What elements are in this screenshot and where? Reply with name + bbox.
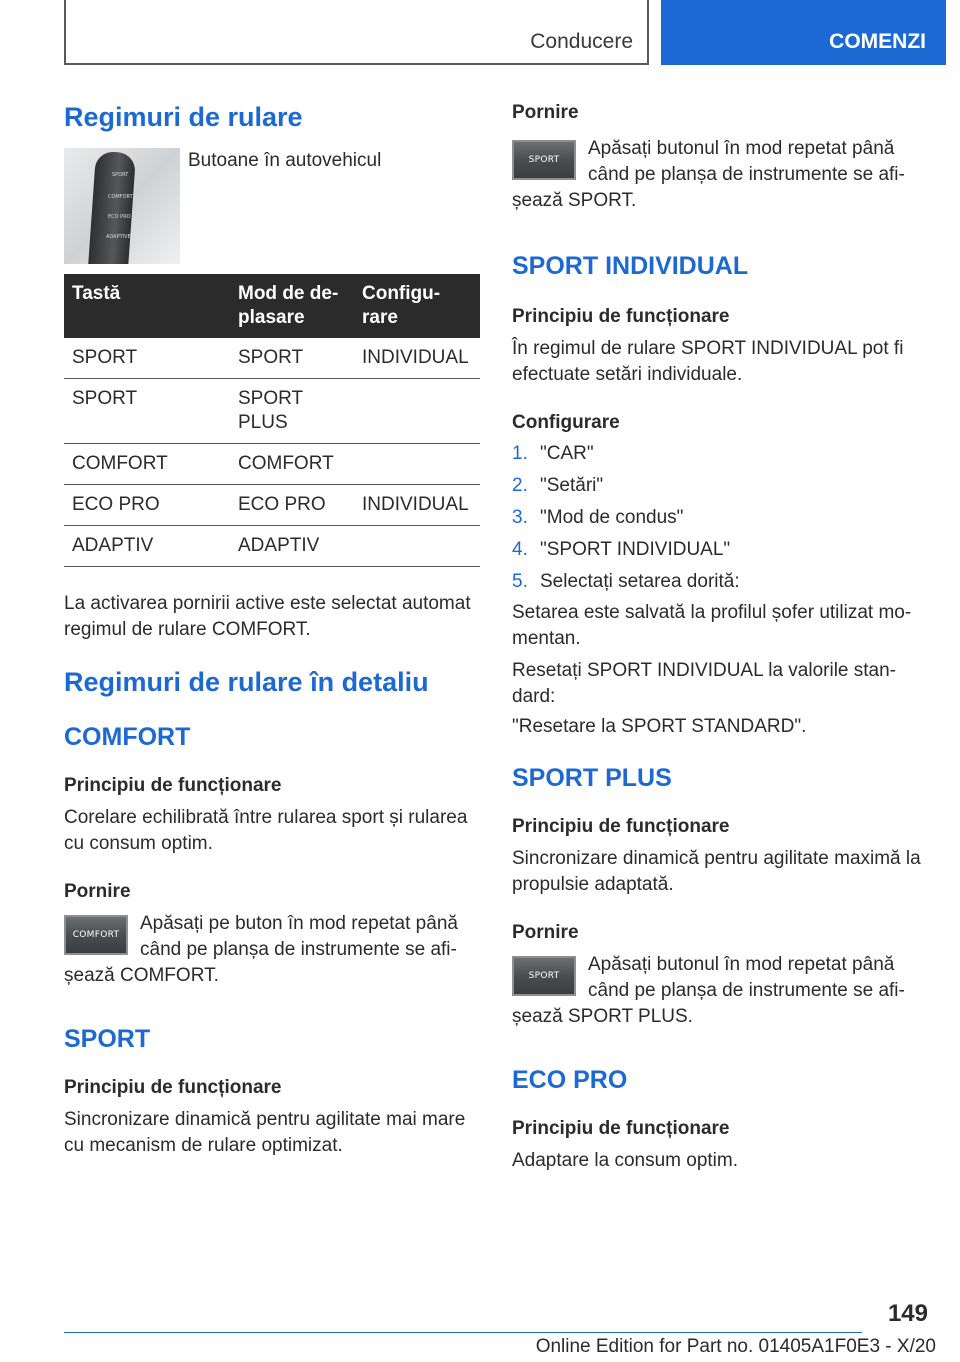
table-cell <box>354 526 480 567</box>
sport-button-label: SPORT <box>528 155 560 165</box>
list-item <box>512 438 932 470</box>
button-panel-graphic <box>88 151 136 264</box>
table-cell: INDIVIDUAL <box>354 485 480 526</box>
sport-start-block <box>512 136 932 214</box>
list-item <box>512 566 932 598</box>
eco-pro-title: ECO PRO <box>512 1066 628 1094</box>
table-cell: ADAPTIV <box>64 526 230 567</box>
step-number: 4. <box>512 539 528 560</box>
table-cell: ECO PRO <box>230 485 354 526</box>
table-cell: ECO PRO <box>64 485 230 526</box>
comfort-principle-text: Corelare echilibrată între rularea sport și rularea cu consum optim. <box>64 807 468 854</box>
sport-principle-heading: Principiu de funcționare <box>64 1077 282 1098</box>
list-item <box>512 534 932 566</box>
table-row <box>64 379 480 444</box>
table-row <box>64 526 480 567</box>
sport-plus-start-heading: Pornire <box>512 922 579 943</box>
chapter-tab-label: Conducere <box>530 30 633 53</box>
step-number: 3. <box>512 507 528 528</box>
sport-title: SPORT <box>64 1025 151 1053</box>
table-row <box>64 338 480 379</box>
edition-note: Online Edition for Part no. 01405A1F0E3 - X/20 <box>535 1336 936 1357</box>
car-buttons-photo <box>64 148 180 264</box>
footer-divider <box>64 1332 862 1333</box>
table-cell: ADAPTIV <box>230 526 354 567</box>
sport-individual-principle-text: În regimul de rulare SPORT INDIVIDUAL pot fi efectuate setări individuale. <box>512 338 904 385</box>
buttons-figure <box>64 148 480 264</box>
table-cell: INDIVIDUAL <box>354 338 480 379</box>
modes-table <box>64 274 480 567</box>
page-number: 149 <box>887 1300 928 1327</box>
section-tab[interactable] <box>661 0 946 65</box>
step-number: 2. <box>512 475 528 496</box>
eco-pro-principle-heading: Principiu de funcționare <box>512 1118 730 1139</box>
table-cell: COMFORT <box>64 444 230 485</box>
sport-plus-principle-heading: Principiu de funcționare <box>512 816 730 837</box>
comfort-principle-heading: Principiu de funcționare <box>64 775 282 796</box>
table-cell: COMFORT <box>230 444 354 485</box>
activation-text: La activarea pornirii active este selectat automat regimul de rulare COMFORT. <box>64 593 471 640</box>
page-title: Regimuri de rulare <box>64 102 303 132</box>
step-text: "SPORT INDIVIDUAL" <box>540 539 731 560</box>
header-key: Tastă <box>64 274 230 338</box>
comfort-start-text-end: șează COMFORT. <box>64 965 219 986</box>
table-row <box>64 485 480 526</box>
comfort-title: COMFORT <box>64 723 191 751</box>
table-cell: SPORT <box>64 379 230 444</box>
image-caption: Butoane în autovehicul <box>188 150 382 171</box>
section-tab-label: COMENZI <box>829 30 926 53</box>
table-cell: SPORT <box>230 338 354 379</box>
saved-text: Setarea este salvată la profilul șofer utilizat mo-mentan. <box>512 602 912 649</box>
reset-text: Resetați SPORT INDIVIDUAL la valorile stan-dard: <box>512 660 897 707</box>
step-text: "CAR" <box>540 443 594 464</box>
photo-label: ECO PRO <box>108 214 131 220</box>
chapter-tab[interactable] <box>64 0 649 65</box>
table-row <box>64 444 480 485</box>
comfort-start-heading: Pornire <box>64 881 131 902</box>
step-number: 1. <box>512 443 528 464</box>
sport-start-heading: Pornire <box>512 102 579 123</box>
sport-plus-principle-text: Sincronizare dinamică pentru agilitate maximă la propulsie adaptată. <box>512 848 921 895</box>
left-column <box>64 100 480 1159</box>
table-cell: SPORT <box>64 338 230 379</box>
header-mode: Mod de de- plasare <box>230 274 354 338</box>
table-cell <box>354 444 480 485</box>
sport-start-text: Apăsați butonul în mod repetat până când pe planșa de instrumente se afi- <box>588 138 905 185</box>
comfort-start-block <box>64 911 480 989</box>
sport-button-icon <box>512 140 576 180</box>
table-cell <box>354 379 480 444</box>
comfort-button-label: COMFORT <box>72 930 120 940</box>
sport-start-text-end: șează SPORT. <box>512 190 637 211</box>
details-title: Regimuri de rulare în detaliu <box>64 667 429 697</box>
sport-principle-text: Sincronizare dinamică pentru agilitate mai mare cu mecanism de rulare optimizat. <box>64 1109 466 1156</box>
sport-individual-principle-heading: Principiu de funcționare <box>512 306 730 327</box>
sport-plus-button-label: SPORT <box>528 971 560 981</box>
list-item <box>512 470 932 502</box>
config-heading: Configurare <box>512 412 620 433</box>
sport-plus-start-block <box>512 952 932 1030</box>
right-column <box>512 100 932 1174</box>
config-steps <box>512 438 932 598</box>
table-cell: SPORT PLUS <box>230 379 354 444</box>
sport-plus-start-text-end: șează SPORT PLUS. <box>512 1006 693 1027</box>
photo-label: SPORT <box>112 172 129 178</box>
sport-plus-start-text: Apăsați butonul în mod repetat până când pe planșa de instrumente se afi- <box>588 954 905 1001</box>
header-config: Configu- rare <box>354 274 480 338</box>
photo-label: COMFORT <box>108 194 133 200</box>
comfort-button-icon <box>64 915 128 955</box>
table-header-row <box>64 274 480 338</box>
step-text: "Setări" <box>540 475 604 496</box>
sport-individual-title: SPORT INDIVIDUAL <box>512 252 749 280</box>
comfort-start-text: Apăsați pe buton în mod repetat până când pe planșa de instrumente se afi- <box>140 913 458 960</box>
step-text: Selectați setarea dorită: <box>540 571 740 592</box>
step-text: "Mod de condus" <box>540 507 684 528</box>
sport-plus-title: SPORT PLUS <box>512 764 672 792</box>
reset-path: "Resetare la SPORT STANDARD". <box>512 716 807 737</box>
sport-plus-button-icon <box>512 956 576 996</box>
step-number: 5. <box>512 571 528 592</box>
photo-label: ADAPTIVE <box>106 234 131 240</box>
eco-pro-principle-text: Adaptare la consum optim. <box>512 1150 739 1171</box>
list-item <box>512 502 932 534</box>
